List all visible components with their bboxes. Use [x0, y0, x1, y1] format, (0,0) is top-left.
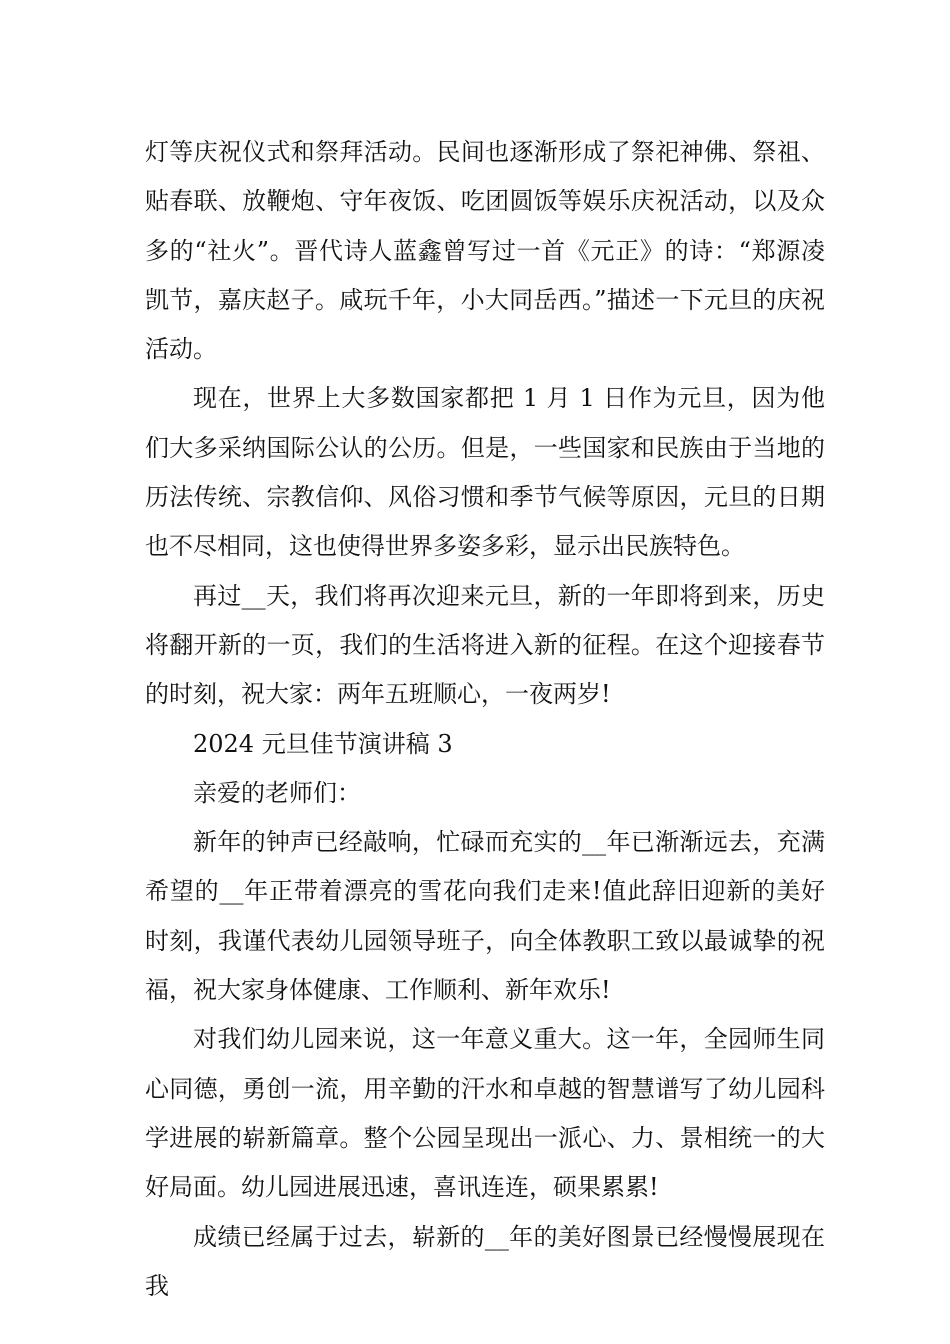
paragraph-achievements: 成绩已经属于过去，崭新的__年的美好图景已经慢慢展现在我 — [145, 1222, 825, 1300]
document-body — [145, 128, 825, 1311]
paragraph-kindergarten-year: 对我们幼儿园来说，这一年意义重大。这一年，全园师生同心同德，勇创一流，用辛勤的汗水和卓越的智慧谱写了幼儿园科学进展的崭新篇章。整个公园呈现出一派心、力、景相统一的大好局面。幼儿园进展迅速，喜讯连连，硕果累累! — [145, 1025, 825, 1202]
salutation: 亲爱的老师们： — [193, 778, 361, 807]
paragraph-new-year-bell: 新年的钟声已经敲响，忙碌而充实的__年已渐渐远去，充满希望的__年正带着漂亮的雪花向我们走来!值此辞旧迎新的美好时刻，我谨代表幼儿园领导班子，向全体教职工致以最诚挚的祝福，祝大家身体健康、工作顺利、新年欢乐! — [145, 828, 825, 1005]
paragraph-greeting: 再过__天，我们将再次迎来元旦，新的一年即将到来，历史将翻开新的一页，我们的生活将进入新的征程。在这个迎接春节的时刻，祝大家：两年五班顺心，一夜两岁! — [145, 581, 825, 709]
section-heading: 2024 元旦佳节演讲稿 3 — [193, 729, 453, 758]
paragraph-festival-customs: 灯等庆祝仪式和祭拜活动。民间也逐渐形成了祭祀神佛、祭祖、贴春联、放鞭炮、守年夜饭、吃团圆饭等娱乐庆祝活动，以及众多的“社火”。晋代诗人蓝鑫曾写过一首《元正》的诗：“郑源凌凯节，嘉庆赵子。咸玩千年，小大同岳西。”描述一下元旦的庆祝活动。 — [145, 138, 825, 364]
paragraph-new-year-dates: 现在，世界上大多数国家都把 1 月 1 日作为元旦，因为他们大多采纳国际公认的公历。但是，一些国家和民族由于当地的历法传统、宗教信仰、风俗习惯和季节气候等原因，元旦的日期也不尽相同，这也使得世界多姿多彩，显示出民族特色。 — [145, 384, 825, 561]
